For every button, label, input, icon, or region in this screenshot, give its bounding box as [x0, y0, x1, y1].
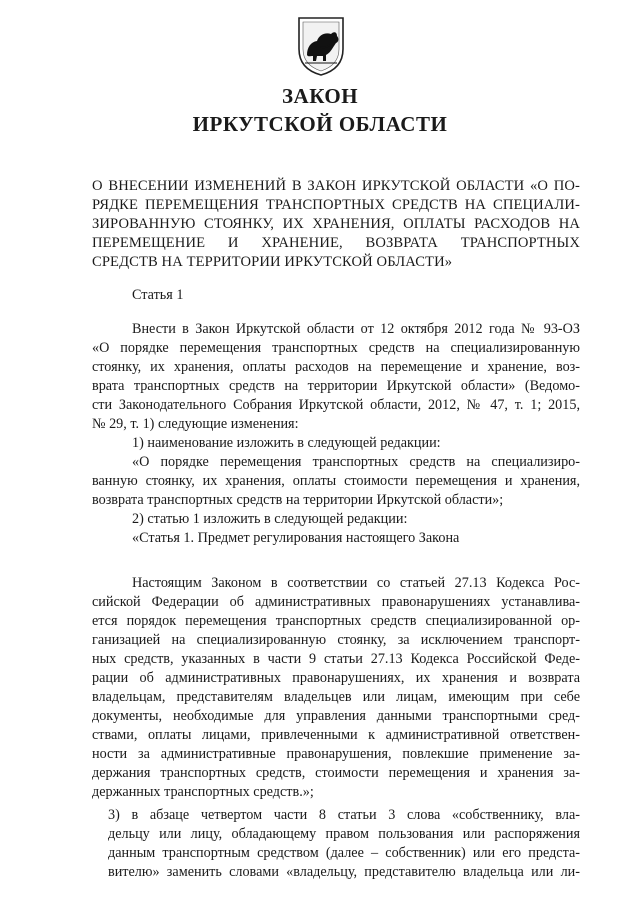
- body-line-21: ствами, оплаты лицами, привлеченными к административной ответствен-: [92, 727, 580, 743]
- body-line-2: «О порядке перемещения транспортных средств на специализированную: [92, 340, 580, 356]
- irkutsk-coat-of-arms-icon: [296, 15, 346, 77]
- body-line-3: стоянку, их хранения, оплаты расходов на перемещение и хранение, воз-: [92, 359, 580, 375]
- body-line-10: возврата транспортных средств на территории Иркутской области»;: [92, 492, 504, 508]
- body-line-20: документы, необходимые для управления данными транспортными сред-: [92, 708, 580, 724]
- body-line-1: Внести в Закон Иркутской области от 12 октября 2012 года № 93-ОЗ: [132, 321, 580, 337]
- body-line-15: ется порядок перемещения транспортных средств специализированной ор-: [92, 613, 580, 629]
- body-line-26: дельцу или лицу, обладающему правом пользования или распоряжения: [108, 826, 580, 842]
- body-line-6: № 29, т. 1) следующие изменения:: [92, 416, 299, 432]
- body-line-9: ванную стоянку, их хранения, оплаты стоимости перемещения и хранения,: [92, 473, 580, 489]
- law-title-line-1: ЗАКОН: [281, 84, 359, 108]
- body-line-14: сийской Федерации об административных правонарушениях устанавлива-: [92, 594, 580, 610]
- heading-line-1: О ВНЕСЕНИИ ИЗМЕНЕНИЙ В ЗАКОН ИРКУТСКОЙ ОБЛАСТИ «О ПО-: [92, 178, 580, 194]
- body-line-27: данным транспортным средством (далее – собственник) или его предста-: [108, 845, 580, 861]
- heading-line-3: ЗИРОВАННУЮ СТОЯНКУ, ИХ ХРАНЕНИЯ, ОПЛАТЫ РАСХОДОВ НА: [92, 216, 580, 232]
- body-line-22: ности за административные правонарушения, повлекшие применение за-: [92, 746, 580, 762]
- body-line-11: 2) статью 1 изложить в следующей редакции:: [132, 511, 408, 527]
- body-line-17: ных средств, указанных в части 9 статьи 27.13 Кодекса Российской Феде-: [92, 651, 580, 667]
- body-line-24: держанных транспортных средств.»;: [92, 784, 314, 800]
- body-line-4: врата транспортных средств на территории Иркутской области» (Ведомо-: [92, 378, 580, 394]
- body-line-19: владельцам, представителям владельцев или лицам, имеющим при себе: [92, 689, 580, 705]
- article-label: Статья 1: [132, 287, 184, 303]
- body-line-5: сти Законодательного Собрания Иркутской области, 2012, № 47, т. 1; 2015,: [92, 397, 580, 413]
- heading-line-5: СРЕДСТВ НА ТЕРРИТОРИИ ИРКУТСКОЙ ОБЛАСТИ»: [92, 254, 453, 270]
- body-line-16: ганизацией на специализированную стоянку, за исключением транспорт-: [92, 632, 580, 648]
- heading-line-2: РЯДКЕ ПЕРЕМЕЩЕНИЯ ТРАНСПОРТНЫХ СРЕДСТВ НА СПЕЦИАЛИ-: [92, 197, 580, 213]
- body-line-28: вителю» заменить словами «владельцу, представителю владельца или ли-: [108, 864, 580, 880]
- body-line-7: 1) наименование изложить в следующей редакции:: [132, 435, 441, 451]
- body-line-23: держания транспортных средств, стоимости перемещения и хранения за-: [92, 765, 580, 781]
- heading-line-4: ПЕРЕМЕЩЕНИЕ И ХРАНЕНИЕ, ВОЗВРАТА ТРАНСПОРТНЫХ: [92, 235, 580, 251]
- body-line-18: рации об административных правонарушениях, их хранения и возврата: [92, 670, 580, 686]
- body-line-12: «Статья 1. Предмет регулирования настоящего Закона: [132, 530, 460, 546]
- body-line-25: 3) в абзаце четвертом части 8 статьи 3 слова «собственнику, вла-: [108, 807, 580, 823]
- body-line-13: Настоящим Законом в соответствии со статьей 27.13 Кодекса Рос-: [132, 575, 580, 591]
- law-title-line-2: ИРКУТСКОЙ ОБЛАСТИ: [192, 112, 448, 136]
- body-line-8: «О порядке перемещения транспортных средств на специализиро-: [132, 454, 580, 470]
